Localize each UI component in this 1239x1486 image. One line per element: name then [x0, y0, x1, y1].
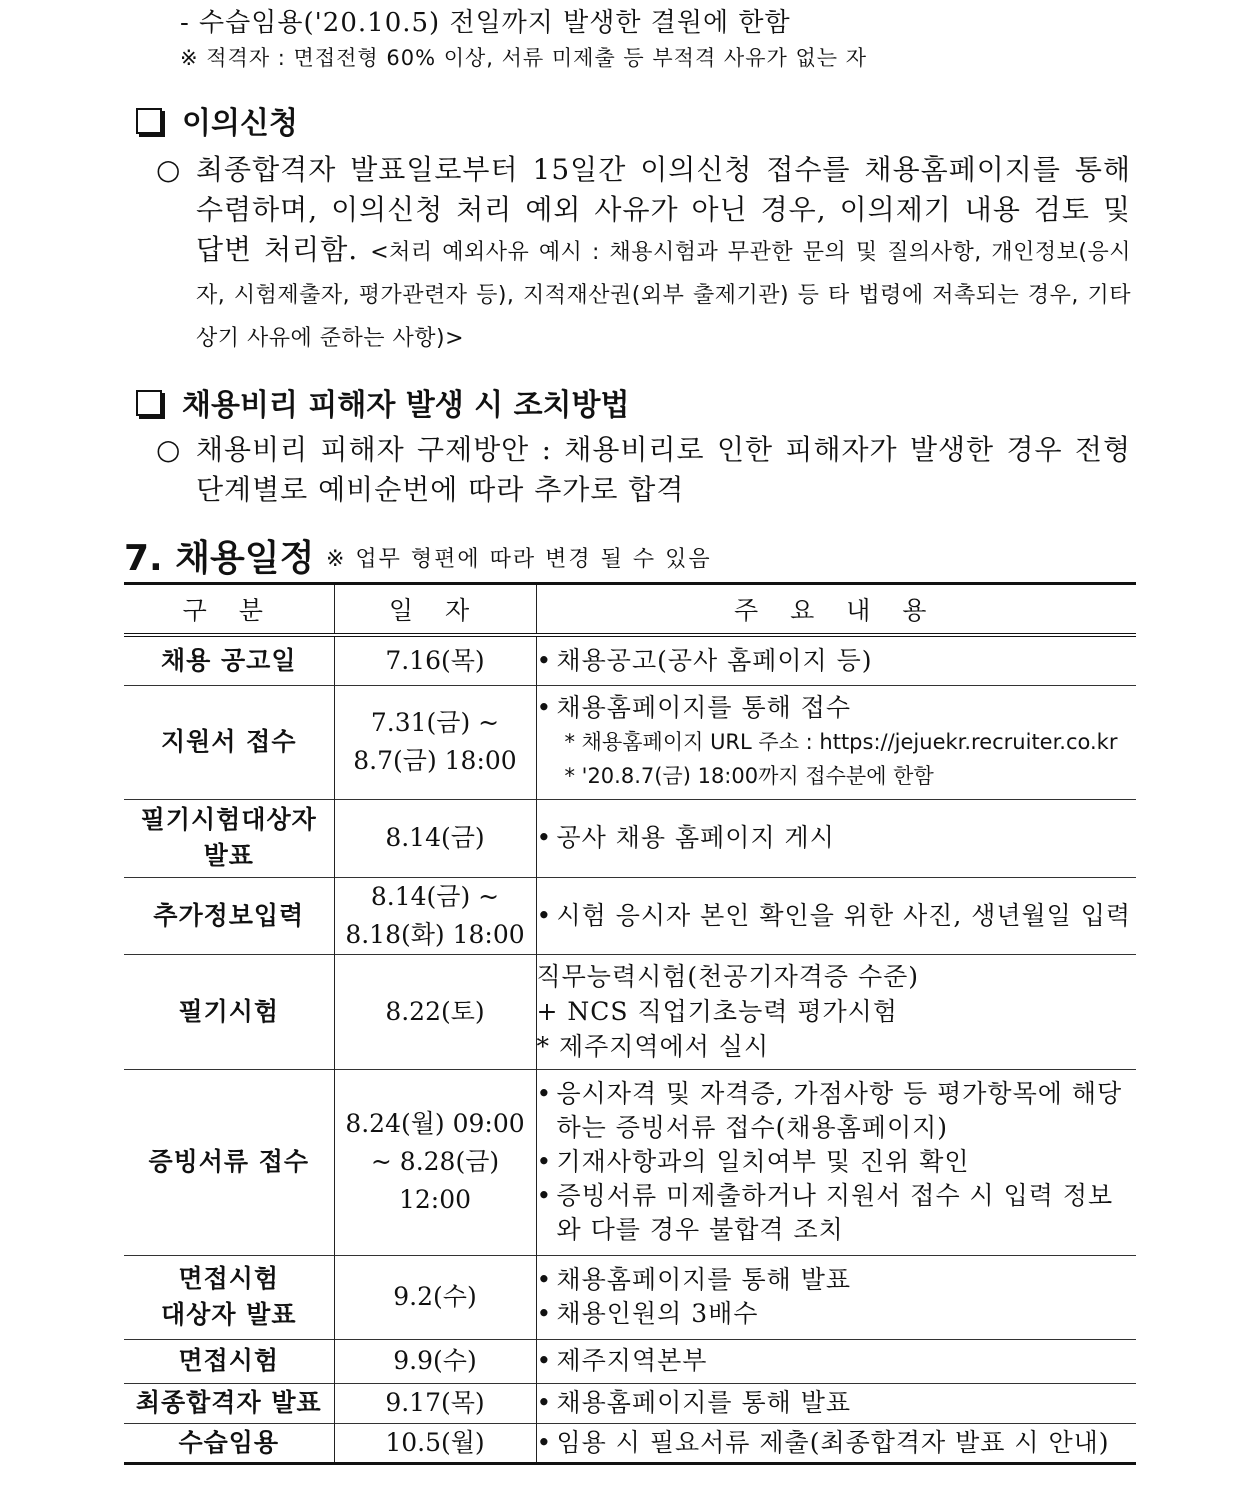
date-text: 7.31(금) ~ — [370, 708, 500, 737]
date-text: 8.18(화) 18:00 — [345, 919, 525, 949]
date-cell — [334, 1069, 536, 1255]
content-cell — [536, 799, 1136, 877]
content-bullet-item: • 채용홈페이지를 통해 발표 — [537, 1263, 1137, 1297]
date-cell — [334, 635, 536, 685]
objection-heading — [136, 98, 298, 142]
content-cell — [536, 1255, 1136, 1339]
stage-text: 지원서 접수 — [161, 727, 297, 756]
date-text: 8.14(금) ~ — [370, 881, 500, 911]
stage-text: 대상자 발표 — [161, 1300, 297, 1329]
table-row — [124, 635, 1136, 685]
date-cell — [334, 799, 536, 877]
stage-text: 추가정보입력 — [153, 900, 305, 930]
objection-text-note: <처리 예외사유 예시 : 채용시험과 무관한 문의 및 질의사항, 개인정보(응시자, 시험제출자, 평가관련자 등), 지적재산권(외부 출제기관) 등 타 법령에 저촉되는 경우, 기타 상기 사유에 준하는 사항)> — [196, 240, 1131, 351]
content-cell — [536, 1383, 1136, 1423]
date-text: 8.7(금) 18:00 — [353, 746, 517, 775]
objection-text-main: 최종합격자 발표일로부터 15일간 이의신청 접수를 채용홈페이지를 통해 수렴하며, 이의신청 처리 예외 사유가 아닌 경우, 이의제기 내용 검토 및 답변 처리함. — [196, 153, 1131, 266]
date-cell — [334, 954, 536, 1069]
content-bullet-item: • 채용홈페이지를 통해 발표 — [537, 1386, 1137, 1420]
content-bullet-item: • 채용인원의 3배수 — [537, 1297, 1137, 1331]
circle-bullet-icon: ○ — [156, 433, 181, 466]
table-row — [124, 799, 1136, 877]
content-cell — [536, 1339, 1136, 1383]
objection-paragraph — [156, 150, 1131, 359]
header-stage: 구 분 — [124, 584, 334, 636]
fraud-text: 채용비리 피해자 구제방안 : 채용비리로 인한 피해자가 발생한 경우 전형 단계별로 예비순번에 따라 추가로 합격 — [196, 433, 1131, 506]
header-date: 일 자 — [334, 584, 536, 636]
stage-cell — [124, 1255, 334, 1339]
date-cell — [334, 1383, 536, 1423]
date-cell — [334, 1339, 536, 1383]
table-header-row — [124, 584, 1136, 636]
date-cell — [334, 1423, 536, 1463]
content-bullet-item: • 채용공고(공사 홈페이지 등) — [537, 644, 1137, 678]
date-text: 7.16(목) — [385, 645, 485, 675]
date-cell — [334, 685, 536, 799]
section-7-title: 7. 채용일정 — [124, 538, 315, 579]
top-line-2: ※ 적격자 : 면접전형 60% 이상, 서류 미제출 등 부적격 사유가 없는 자 — [180, 46, 867, 70]
content-bullet-item: • 기재사항과의 일치여부 및 진위 확인 — [537, 1145, 1137, 1179]
date-text: 9.17(목) — [385, 1388, 485, 1417]
circle-bullet-icon: ○ — [156, 153, 181, 186]
content-bullet-item: • 채용홈페이지를 통해 접수 — [537, 691, 1137, 725]
stage-cell — [124, 799, 334, 877]
table-row — [124, 954, 1136, 1069]
content-cell — [536, 954, 1136, 1069]
date-text: 10.5(월) — [385, 1427, 485, 1457]
stage-text: 면접시험 — [178, 1346, 280, 1375]
stage-text: 필기시험 — [178, 996, 280, 1026]
table-row — [124, 1339, 1136, 1383]
header-content: 주 요 내 용 — [536, 584, 1136, 636]
date-text: 8.22(토) — [385, 996, 485, 1026]
stage-text: 증빙서류 접수 — [148, 1147, 310, 1176]
stage-cell — [124, 1339, 334, 1383]
content-line: * 제주지역에서 실시 — [536, 1032, 770, 1061]
date-cell — [334, 1255, 536, 1339]
stage-text: 수습임용 — [178, 1427, 280, 1457]
checkbox-square-icon — [136, 108, 162, 134]
date-text: 9.2(수) — [393, 1282, 477, 1311]
table-row — [124, 1069, 1136, 1255]
date-text: 9.9(수) — [393, 1346, 477, 1375]
content-bullet-item: • 증빙서류 미제출하거나 지원서 접수 시 입력 정보와 다를 경우 불합격 조치 — [537, 1179, 1137, 1247]
stage-cell — [124, 685, 334, 799]
stage-cell — [124, 954, 334, 1069]
date-text: 8.24(월) 09:00 — [345, 1109, 525, 1138]
date-text: ~ 8.28(금) 12:00 — [370, 1147, 500, 1214]
content-bullet-item: • 임용 시 필요서류 제출(최종합격자 발표 시 안내) — [537, 1426, 1137, 1460]
content-bullet-item: • 시험 응시자 본인 확인을 위한 사진, 생년월일 입력 — [537, 899, 1137, 933]
table-row — [124, 877, 1136, 954]
stage-cell — [124, 1383, 334, 1423]
content-cell — [536, 1423, 1136, 1463]
content-cell — [536, 877, 1136, 954]
fraud-heading — [136, 380, 630, 424]
table-row — [124, 1255, 1136, 1339]
section-7-note: ※ 업무 형편에 따라 변경 될 수 있음 — [326, 547, 712, 572]
checkbox-square-icon — [136, 390, 162, 416]
stage-cell — [124, 877, 334, 954]
objection-heading-text: 이의신청 — [182, 106, 298, 141]
stage-text: 면접시험 — [178, 1264, 280, 1293]
table-row — [124, 1423, 1136, 1463]
stage-cell — [124, 635, 334, 685]
table-row — [124, 685, 1136, 799]
stage-text: 필기시험대상자 — [140, 805, 317, 834]
content-sub-note: * 채용홈페이지 URL 주소 : https://jejuekr.recruiter.co.kr — [564, 730, 1118, 754]
fraud-paragraph — [156, 430, 1131, 510]
content-cell — [536, 1069, 1136, 1255]
stage-text: 발표 — [203, 841, 254, 870]
date-cell — [334, 877, 536, 954]
stage-text: 채용 공고일 — [161, 645, 297, 675]
schedule-table — [124, 582, 1136, 1465]
content-cell — [536, 635, 1136, 685]
stage-cell — [124, 1069, 334, 1255]
content-line: 직무능력시험(천공기자격증 수준) — [536, 962, 920, 991]
content-sub-note: * '20.8.7(금) 18:00까지 접수분에 한함 — [564, 764, 934, 788]
content-line: + NCS 직업기초능력 평가시험 — [536, 997, 898, 1026]
top-line-1: - 수습임용('20.10.5) 전일까지 발생한 결원에 한함 — [180, 8, 791, 38]
content-cell — [536, 685, 1136, 799]
stage-text: 최종합격자 발표 — [135, 1388, 322, 1417]
content-bullet-item: • 응시자격 및 자격증, 가점사항 등 평가항목에 해당하는 증빙서류 접수(채용홈페이지) — [537, 1077, 1137, 1145]
stage-cell — [124, 1423, 334, 1463]
date-text: 8.14(금) — [385, 823, 485, 852]
content-bullet-item: • 공사 채용 홈페이지 게시 — [537, 821, 1137, 855]
fraud-heading-text: 채용비리 피해자 발생 시 조치방법 — [182, 388, 630, 423]
content-bullet-item: • 제주지역본부 — [537, 1344, 1137, 1378]
table-row — [124, 1383, 1136, 1423]
